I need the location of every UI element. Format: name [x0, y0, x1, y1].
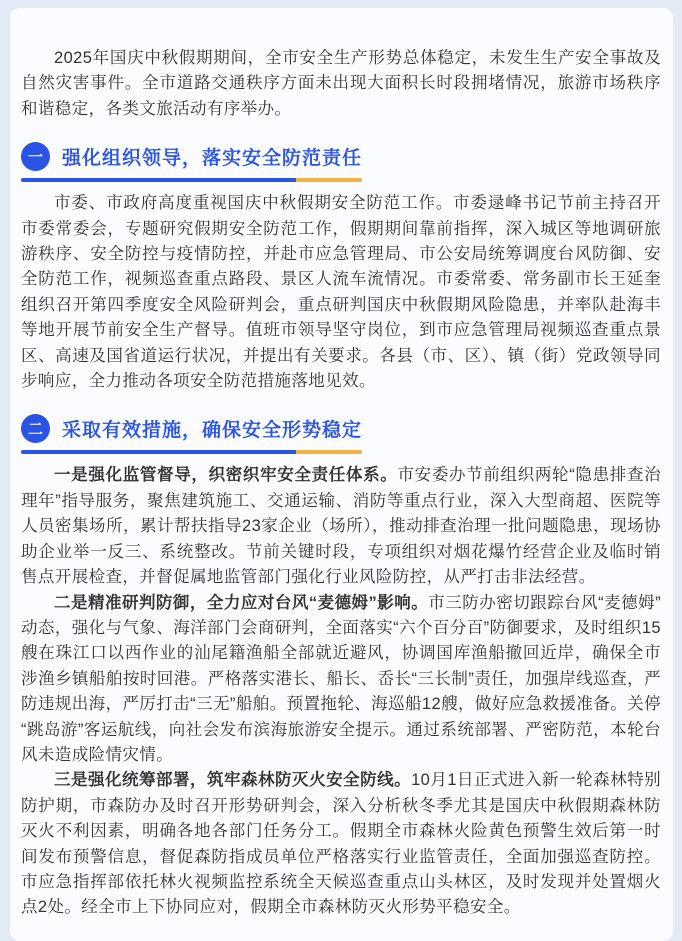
section-number-badge: 一 [21, 142, 50, 171]
intro-text: 2025年国庆中秋假期期间，全市安全生产形势总体稳定，未发生生产安全事故及自然灾害事件。全市道路交通秩序方面未出现大面积长时段拥堵情况，旅游市场秩序和谐稳定，各类文旅活动有序举办。 [21, 49, 661, 118]
paragraph-text: 市安委办节前组织两轮“隐患排查治理年”指导服务，聚焦建筑施工、交通运输、消防等重点行业，深入大型商超、医院等人员密集场所，累计帮扶指导23家企业（场所），推动排查治理一批问题隐患，现场协助企业举一反三、系统整改。节前关键时段，专项组织对烟花爆竹经营企业及临时销售点开展检查，并督促属地监管部门强化行业风险防控，从严打击非法经营。 [21, 466, 661, 587]
paragraph-lead: 三是强化统筹部署，筑牢森林防灭火安全防线。 [54, 771, 412, 790]
section-underline [21, 178, 362, 182]
section-header-row [21, 414, 362, 443]
report-card [10, 8, 673, 941]
paragraph-lead: 一是强化监管督导，织密织牢安全责任体系。 [54, 466, 398, 485]
section-2-paragraph-2 [21, 591, 661, 769]
section-header-row [21, 142, 362, 171]
page [0, 8, 682, 917]
paragraph-text: 市三防办密切跟踪台风“麦德姆”动态，强化与气象、海洋部门会商研判，全面落实“六个百分百”防御要求，及时组织15艘在珠江口以西作业的汕尾籍渔船全部就近避风，协调国库渔船撤回近岸，确保全市涉渔乡镇船舶按时回港。严格落实港长、船长、岙长“三长制”责任，加强岸线巡查，严防违规出海，严厉打击“三无”船舶。预置拖轮、海巡船12艘，做好应急救援准备。关停“跳岛游”客运航线，向社会发布滨海旅游安全提示。通过系统部署、严密防范，本轮台风未造成险情灾情。 [21, 593, 661, 764]
section-header-1 [21, 142, 362, 182]
paragraph-text: 10月1日正式进入新一轮森林特别防护期，市森防办及时召开形势研判会，深入分析秋冬季尤其是国庆中秋假期森林防灭火不利因素，明确各地各部门任务分工。假期全市森林火险黄色预警生效后第一时间发布预警信息，督促森防指成员单位严格落实行业监管责任，全面加强巡查防控。市应急指挥部依托林火视频监控系统全天候巡查重点山头林区，及时发现并处置烟火点2处。经全市上下协同应对，假期全市森林防灭火形势平稳安全。 [21, 771, 661, 917]
section-1-paragraph [21, 191, 661, 394]
underline-blue-segment [21, 450, 296, 454]
section-title: 采取有效措施，确保安全形势稳定 [62, 420, 363, 442]
underline-yellow-segment [296, 178, 362, 182]
paragraph-lead: 二是精准研判防御，全力应对台风“麦德姆”影响。 [54, 593, 429, 612]
section-header-2 [21, 414, 362, 454]
section-number-badge: 二 [21, 414, 50, 443]
section-underline [21, 450, 362, 454]
section-title: 强化组织领导，落实安全防范责任 [62, 148, 363, 170]
section-2-paragraph-1 [21, 463, 661, 590]
paragraph-text: 市委、市政府高度重视国庆中秋假期安全防范工作。市委逯峰书记节前主持召开市委常委会，专题研究假期安全防范工作，假期期间靠前指挥，深入城区等地调研旅游秩序、安全防控与疫情防控，并赴市应急管理局、市公安局统筹调度台风防御、安全防范工作，视频巡查重点路段、景区人流车流情况。市委常委、常务副市长王延奎组织召开第四季度安全风险研判会，重点研判国庆中秋假期风险隐患，并率队赴海丰等地开展节前安全生产督导。值班市领导坚守岗位，到市应急管理局视频巡查重点景区、高速及国省道运行状况，并提出有关要求。各县（市、区）、镇（街）党政领导同步响应，全力推动各项安全防范措施落地见效。 [21, 194, 661, 391]
underline-yellow-segment [296, 450, 362, 454]
underline-blue-segment [21, 178, 296, 182]
section-2-paragraph-3 [21, 768, 661, 920]
intro-paragraph [21, 46, 661, 122]
